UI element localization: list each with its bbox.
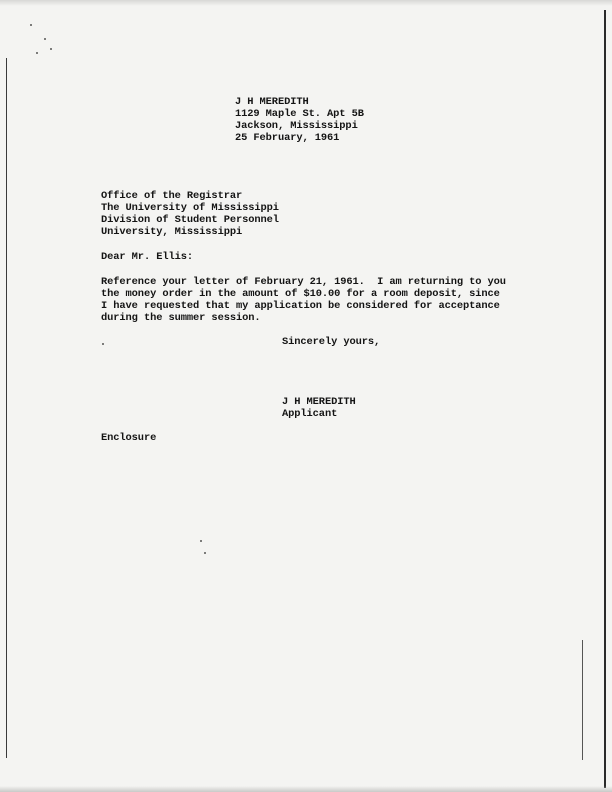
recipient-line: Division of Student Personnel	[101, 214, 279, 226]
salutation: Dear Mr. Ellis:	[101, 251, 194, 263]
scan-speck	[36, 52, 38, 54]
scan-speck	[200, 540, 202, 542]
body-line: I have requested that my application be considered for acceptance	[101, 300, 500, 312]
body-line: during the summer session.	[101, 312, 261, 324]
scan-edge-left	[6, 58, 7, 758]
body-line: Reference your letter of February 21, 1961. I am returning to you	[101, 276, 506, 288]
signature-title: Applicant	[282, 408, 338, 420]
scan-speck	[204, 552, 206, 554]
scan-speck	[44, 38, 46, 40]
recipient-line: University, Mississippi	[101, 226, 243, 238]
letter-date: 25 February, 1961	[235, 132, 340, 144]
scan-edge-right-inner	[582, 640, 583, 760]
scan-speck	[102, 343, 104, 345]
sender-name: J H MEREDITH	[235, 96, 309, 108]
scan-edge-bottom	[0, 786, 612, 792]
recipient-line: The University of Mississippi	[101, 202, 279, 214]
scan-edge-top	[0, 0, 612, 6]
sender-street: 1129 Maple St. Apt 5B	[235, 108, 364, 120]
body-line: the money order in the amount of $10.00 for a room deposit, since	[101, 288, 500, 300]
sender-city: Jackson, Mississippi	[235, 120, 358, 132]
scan-speck	[30, 24, 32, 26]
closing: Sincerely yours,	[282, 336, 381, 348]
scan-speck	[50, 48, 52, 50]
recipient-line: Office of the Registrar	[101, 190, 243, 202]
signature-name: J H MEREDITH	[282, 396, 356, 408]
enclosure-note: Enclosure	[101, 432, 157, 444]
scan-edge-right	[604, 10, 606, 788]
